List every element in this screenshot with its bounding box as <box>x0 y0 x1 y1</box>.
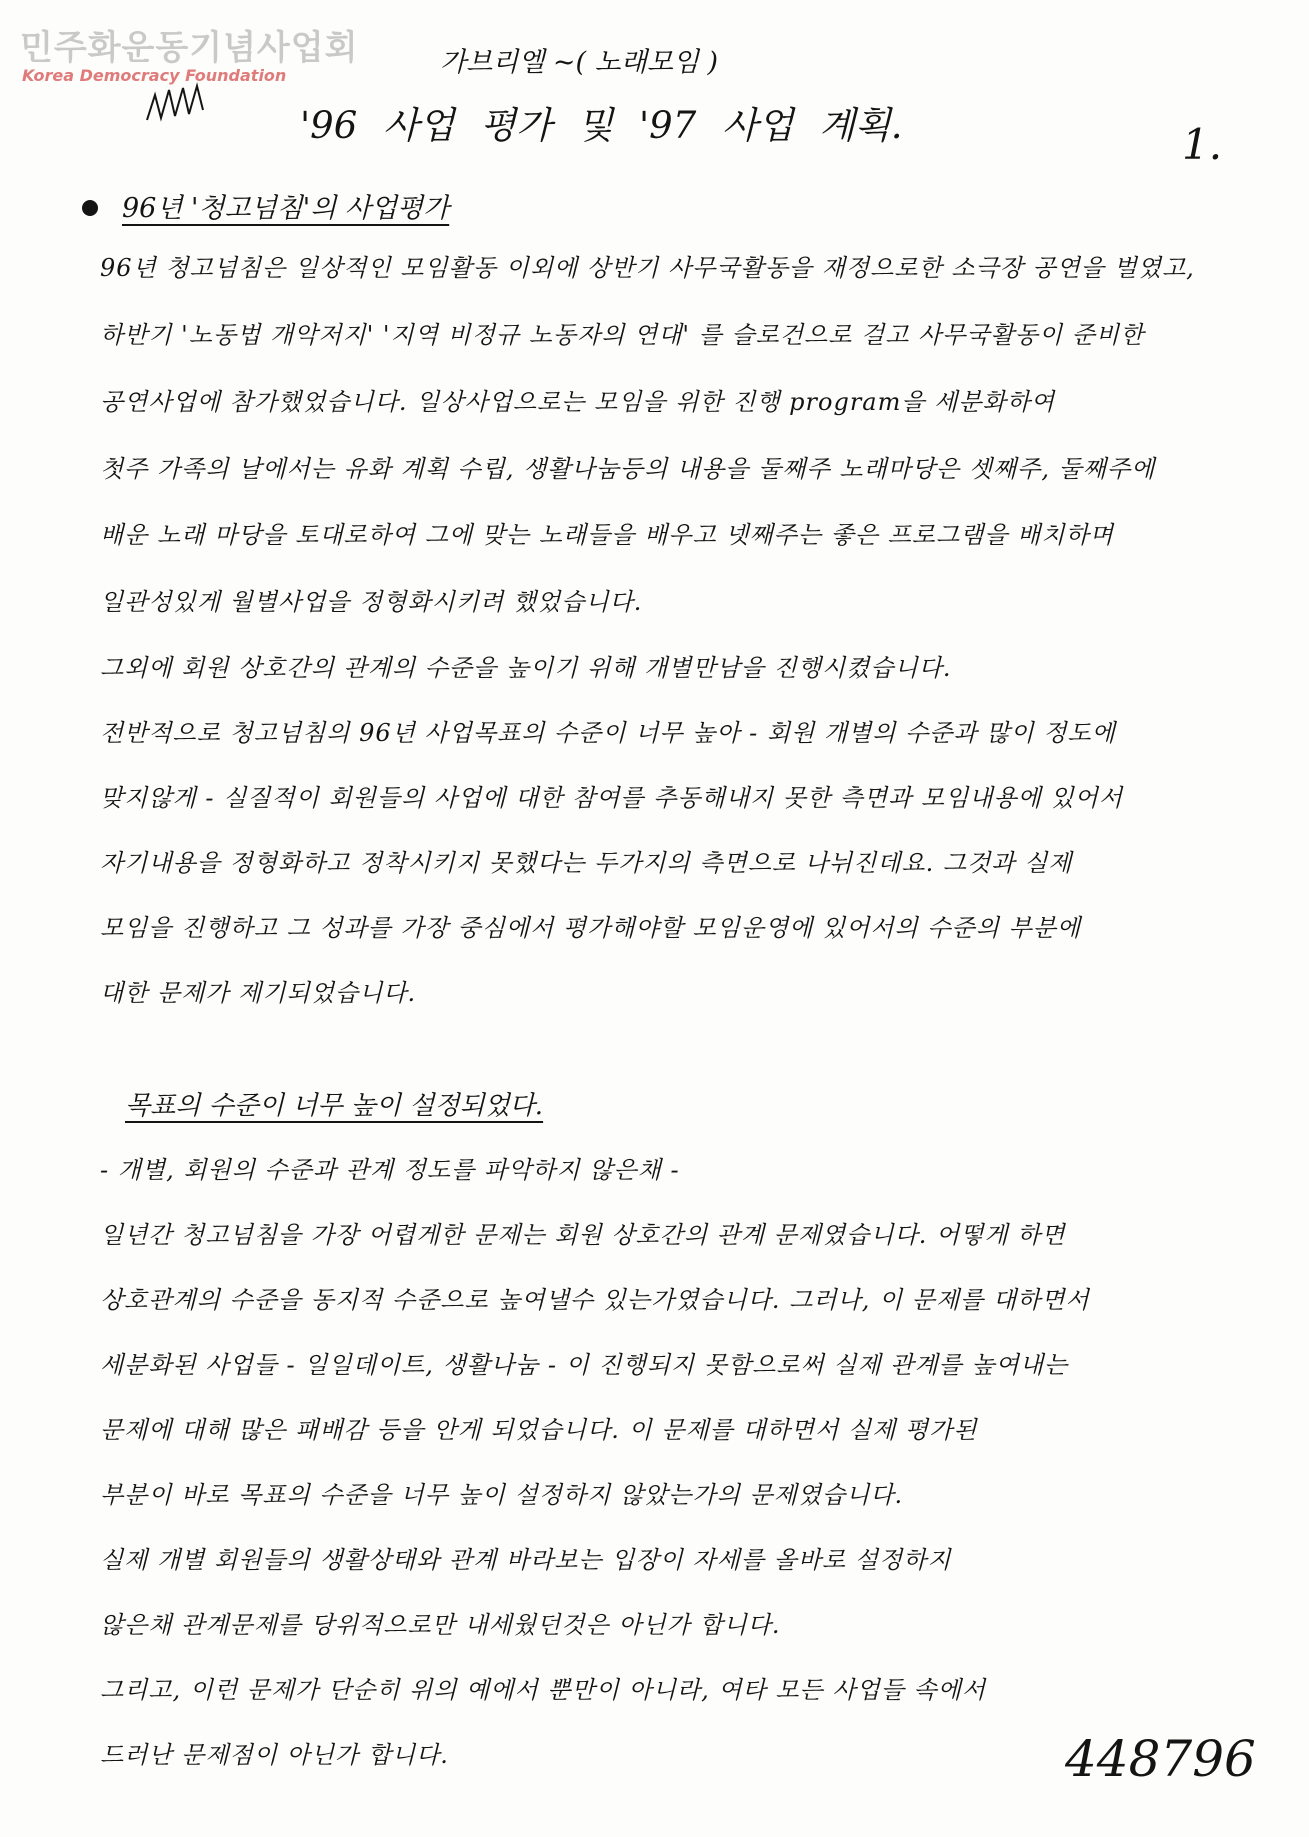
watermark-korean: 민주화운동기념사업회 <box>20 28 359 68</box>
section1-heading: 96년 '청고넘침'의 사업평가 <box>122 193 450 224</box>
section1-line: 전반적으로 청고넘침의 96년 사업목표의 수준이 너무 높아 - 회원 개별의 수준과 많이 정도에 <box>100 719 1116 747</box>
main-title: '96 사업 평가 및 '97 사업 계획. <box>300 104 903 147</box>
bullet-dot-icon <box>82 200 98 216</box>
section1-line: 대한 문제가 제기되었습니다. <box>100 979 417 1007</box>
section2-line: 문제에 대해 많은 패배감 등을 안게 되었습니다. 이 문제를 대하면서 실제 평가된 <box>100 1416 978 1444</box>
section1-line: 첫주 가족의 날에서는 유화 계획 수립, 생활나눔등의 내용을 둘째주 노래마당은 셋째주, 둘째주에 <box>100 455 1156 483</box>
section2-line: 상호관계의 수준을 동지적 수준으로 높여낼수 있는가였습니다. 그러나, 이 문제를 대하면서 <box>100 1286 1090 1314</box>
section1-line: 하반기 '노동법 개악저지' '지역 비정규 노동자의 연대' 를 슬로건으로 걸고 사무국활동이 준비한 <box>100 321 1145 349</box>
watermark-english: Korea Democracy Foundation <box>22 66 287 85</box>
section2-line: 실제 개별 회원들의 생활상태와 관계 바라보는 입장이 자세를 올바로 설정하지 <box>100 1546 952 1574</box>
section2-line: - 개별, 회원의 수준과 관계 정도를 파악하지 않은채 - <box>100 1156 680 1184</box>
section2-line: 세분화된 사업들 - 일일데이트, 생활나눔 - 이 진행되지 못함으로써 실제 관계를 높여내는 <box>100 1351 1069 1379</box>
section1-line: 공연사업에 참가했었습니다. 일상사업으로는 모임을 위한 진행 program을 세분화하여 <box>100 388 1056 416</box>
header-title: 가브리엘 ~( 노래모임 ) <box>440 47 719 78</box>
archive-number: 448796 <box>1065 1730 1256 1788</box>
page-number: 1. <box>1182 120 1223 169</box>
section1-line: 모임을 진행하고 그 성과를 가장 중심에서 평가해야할 모임운영에 있어서의 수준의 부분에 <box>100 914 1082 942</box>
signature-scribble <box>145 80 215 130</box>
section2-line: 부분이 바로 목표의 수준을 너무 높이 설정하지 않았는가의 문제였습니다. <box>100 1481 904 1509</box>
section2-line: 일년간 청고넘침을 가장 어렵게한 문제는 회원 상호간의 관계 문제였습니다. 어떻게 하면 <box>100 1221 1066 1249</box>
section1-line: 96년 청고넘침은 일상적인 모임활동 이외에 상반기 사무국활동을 재정으로한 소극장 공연을 벌였고, <box>100 254 1195 282</box>
section1-line: 맞지않게 - 실질적이 회원들의 사업에 대한 참여를 추동해내지 못한 측면과 모임내용에 있어서 <box>100 784 1124 812</box>
section2-line: 그리고, 이런 문제가 단순히 위의 예에서 뿐만이 아니라, 여타 모든 사업들 속에서 <box>100 1676 987 1704</box>
section2-line: 드러난 문제점이 아닌가 합니다. <box>100 1741 449 1769</box>
section2-heading: 목표의 수준이 너무 높이 설정되었다. <box>125 1091 544 1121</box>
section1-line: 그외에 회원 상호간의 관계의 수준을 높이기 위해 개별만남을 진행시켰습니다. <box>100 654 952 682</box>
section2-line: 않은채 관계문제를 당위적으로만 내세웠던것은 아닌가 합니다. <box>100 1611 781 1639</box>
section1-line: 자기내용을 정형화하고 정착시키지 못했다는 두가지의 측면으로 나뉘진데요. 그것과 실제 <box>100 849 1073 877</box>
section1-line: 배운 노래 마당을 토대로하여 그에 맞는 노래들을 배우고 넷째주는 좋은 프로그램을 배치하며 <box>100 521 1114 549</box>
section1-line: 일관성있게 월별사업을 정형화시키려 했었습니다. <box>100 588 643 616</box>
